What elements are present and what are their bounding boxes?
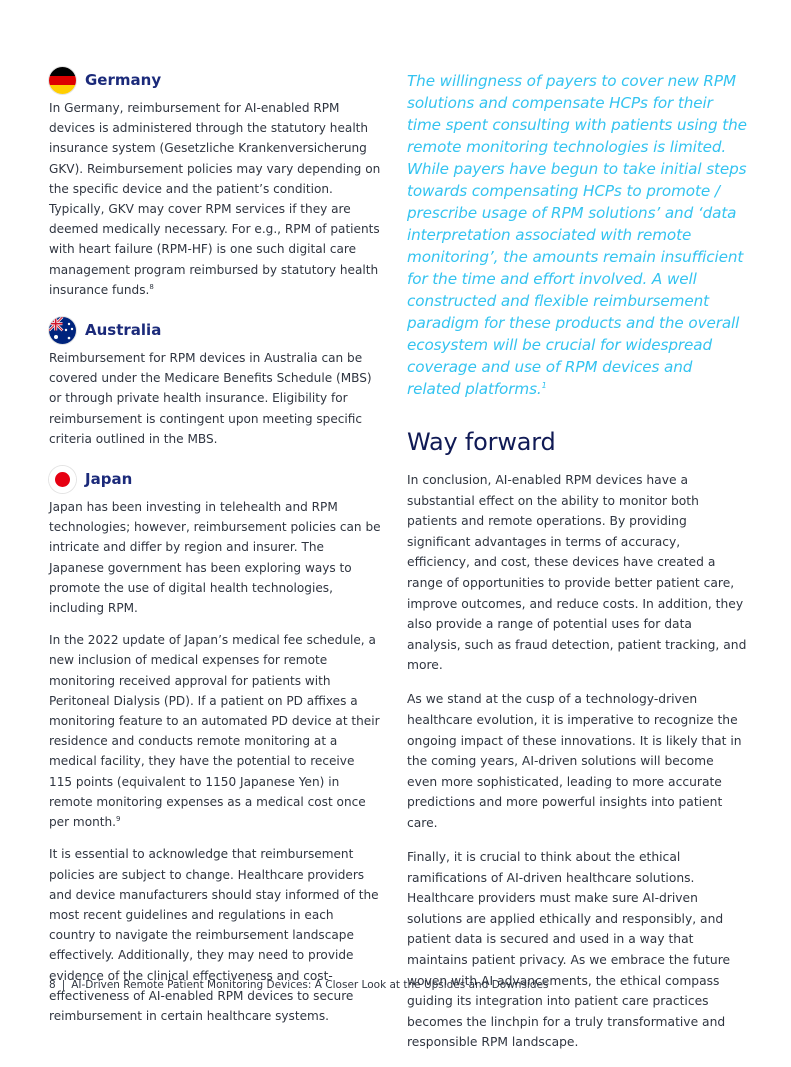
germany-ref: 8 (149, 282, 154, 291)
japan-paragraph-1: Japan has been investing in telehealth and RPM technologies; however, reimbursement policies can be intricate and differ by region and insurer. The Japanese government has been exploring ways to promote the use of digital health technologies, including RPM. (49, 500, 381, 616)
japan-paragraph-3: It is essential to acknowledge that reimbursement policies are subject to change. Healthcare providers and device manufacturers should stay informed of the most recent guidelines and regulations in each country to navigate the reimbursement landscape effectively. Additionally, they may need to provide evidence of the clinical effectiveness and cost-effectiveness of AI-enabled RPM devices to secure reimbursement in certain healthcare systems. (49, 847, 379, 1023)
australia-flag-icon (49, 317, 76, 344)
japan-header (49, 461, 381, 497)
way-forward-paragraph-1: In conclusion, AI-enabled RPM devices have a substantial effect on the ability to monitor both patients and remote operations. By providing significant advantages in terms of accuracy, efficiency, and cost, these devices have created a range of opportunities to provide better patient care, improve outcomes, and reduce costs. In addition, they also provide a range of potential uses for data analysis, such as fraud detection, patient tracking, and more. (407, 473, 747, 673)
right-column (407, 62, 747, 1067)
footer-separator: | (61, 979, 66, 991)
japan-paragraph-2: In the 2022 update of Japan’s medical fee schedule, a new inclusion of medical expenses for remote monitoring received approval for patients with Peritoneal Dialysis (PD). If a patient on PD affixes a monitoring feature to an automated PD device at their residence and conducts remote monitoring at a medical facility, they have the potential to receive 115 points (equivalent to 1150 Japanese Yen) in remote monitoring expenses as a medical cost once per month.$^9$ (49, 633, 380, 830)
japan-flag-icon (49, 466, 76, 493)
pull-quote: The willingness of payers to cover new RPM solutions and compensate HCPs for their time spent consulting with patients using the remote monitoring technologies is limited. While payers have begun to take initial steps towards compensating HCPs to promote / prescribe usage of RPM solutions’ and ‘data interpretation associated with remote monitoring’, the amounts remain insufficient for the time and effort involved. A well constructed and flexible reimbursement paradigm for these products and the overall ecosystem will be crucial for widespread coverage and use of RPM devices and related platforms.$^1$ (407, 72, 747, 398)
way-forward-paragraph-3: Finally, it is crucial to think about the ethical ramifications of AI-driven healthcare solutions. Healthcare providers must make sure AI-driven solutions are applied ethically and responsibly, and patient data is secured and used in a way that maintains patient privacy. As we embrace the future woven with AI advancements, the ethical compass guiding its integration into patient care practices becomes the linchpin for a truly transformative and responsible RPM landscape. (407, 850, 731, 1050)
germany-flag-icon (49, 67, 76, 94)
page-footer (49, 979, 548, 991)
way-forward-paragraph-2: As we stand at the cusp of a technology-driven healthcare evolution, it is imperative to recognize the ongoing impact of these innovations. It is likely that in the coming years, AI-driven solutions will become even more sophisticated, leading to more accurate predictions and more powerful insights into patient care. (407, 692, 742, 830)
germany-header (49, 62, 381, 98)
page-number: 8 (49, 979, 56, 991)
germany-paragraph: In Germany, reimbursement for AI-enabled RPM devices is administered through the statutory health insurance system (Gesetzliche Krankenversicherung GKV). Reimbursement policies may vary depending on the specific device and the patient’s condition. Typically, GKV may cover RPM services if they are deemed medically necessary. For e.g., RPM of patients with heart failure (RPM-HF) is one such digital care management program reimbursed by statutory health insurance funds.$^8$ (49, 101, 381, 297)
australia-title: Australia (85, 321, 162, 340)
germany-title: Germany (85, 71, 162, 89)
australia-header (49, 312, 381, 348)
section-heading-way-forward: Way forward (407, 428, 556, 456)
quote-ref: 1 (541, 380, 547, 390)
footer-title: AI-Driven Remote Patient Monitoring Devices: A Closer Look at the Upsides and Downsides (71, 979, 549, 991)
australia-paragraph: Reimbursement for RPM devices in Australia can be covered under the Medicare Benefits Schedule (MBS) or through private health insurance. Eligibility for reimbursement is contingent upon meeting specific criteria outlined in the MBS. (49, 351, 372, 446)
japan-ref: 9 (116, 815, 121, 824)
left-column (49, 62, 381, 1038)
japan-title: Japan (85, 470, 133, 489)
